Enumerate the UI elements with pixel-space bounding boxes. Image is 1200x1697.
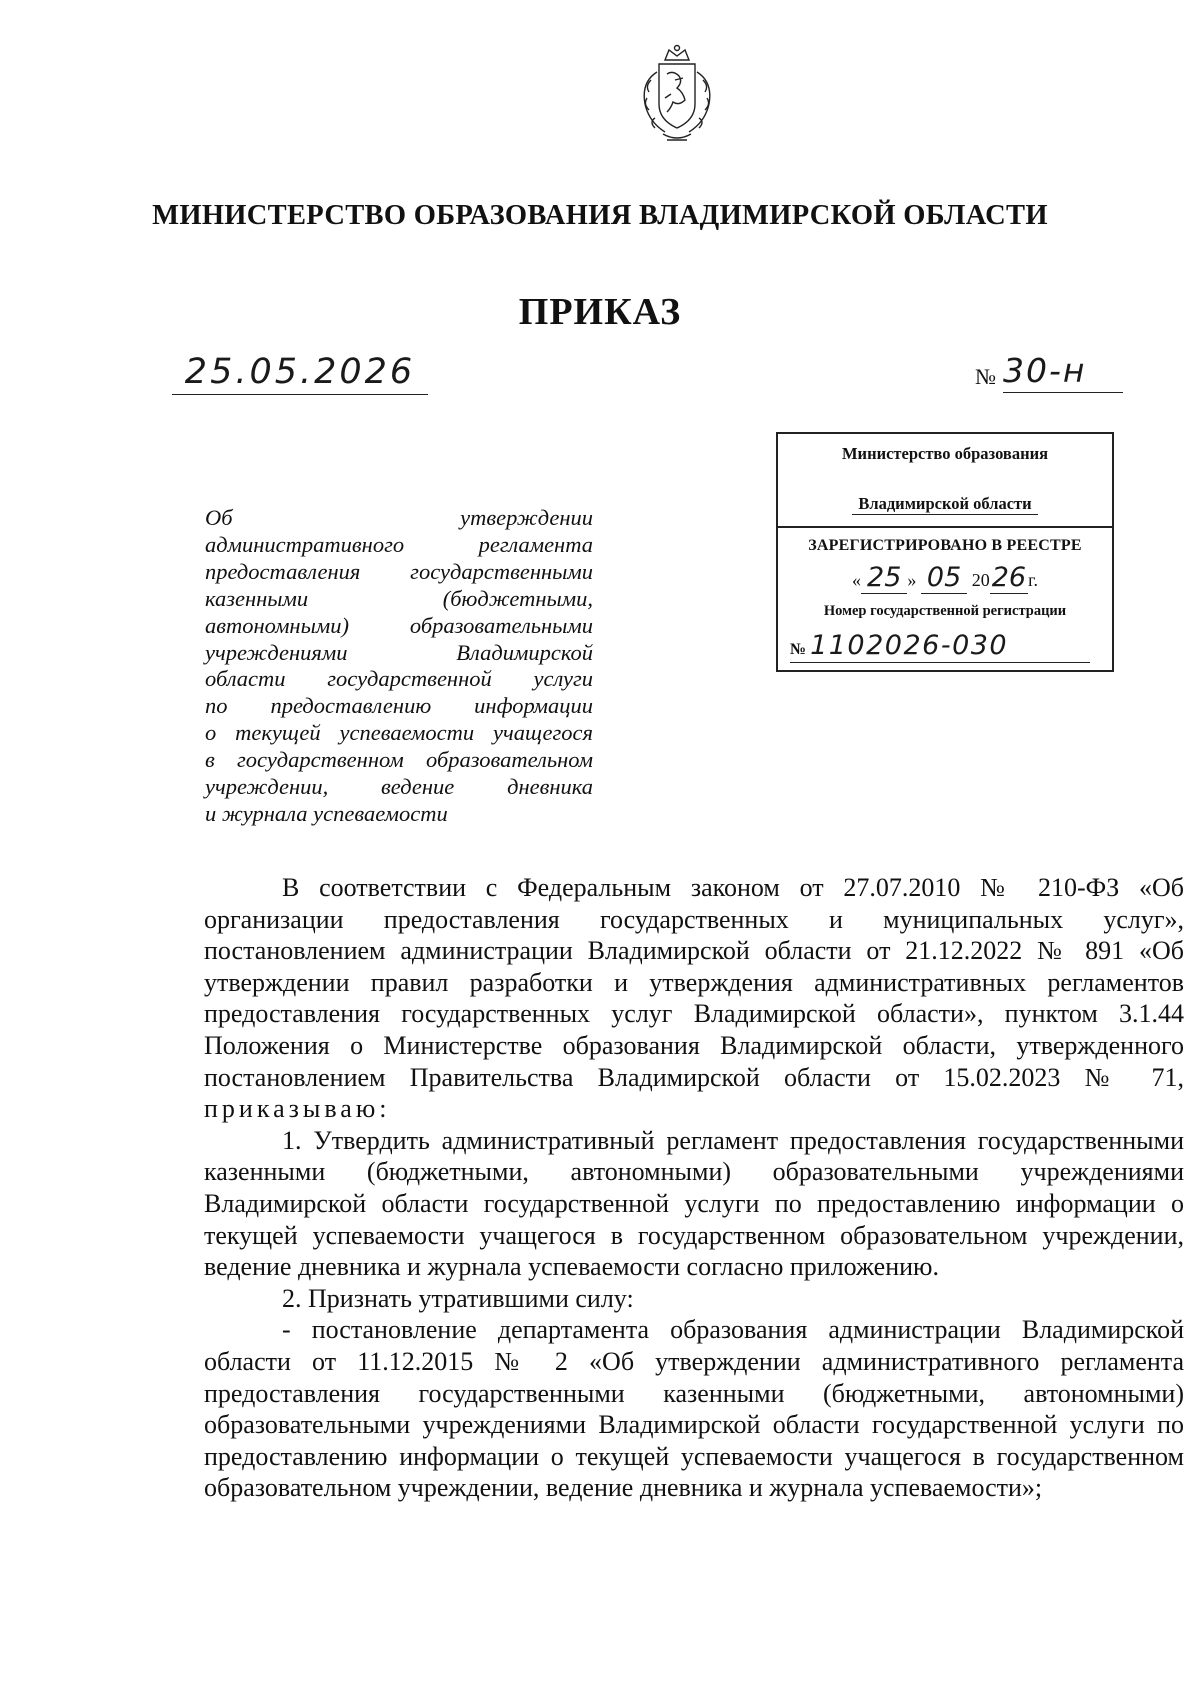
subject-line: Об утверждении <box>205 505 593 530</box>
stamp-number-handwritten: 1102026-030 <box>810 630 1009 661</box>
subject-line: казенными (бюджетными, <box>205 585 593 611</box>
document-type-title: ПРИКАЗ <box>518 291 682 333</box>
subject-line: в государственном образовательном <box>205 747 593 773</box>
order-item-2-subitem-1: - постановление департамента образования администрации Владимирской области от 11.12.2015 № 2 «Об утверждении административного регламента предоставления государственными казенными (бюджетными, автономными) образовательными учреждениями Владимирской области государственной услуги по предоставлению информации о текущей успеваемости учащегося в государственном образовательном учреждении, ведение дневника и журнала успеваемости»; <box>204 1315 1184 1503</box>
stamp-registration-number-label: Номер государственной регистрации <box>823 603 1067 619</box>
stamp-month-handwritten: 05 <box>921 562 967 594</box>
coat-of-arms-emblem <box>627 42 727 152</box>
stamp-divider <box>778 526 1112 528</box>
subject-line: учреждении, ведение дневника <box>205 774 593 800</box>
ministry-title: МИНИСТЕРСТВО ОБРАЗОВАНИЯ ВЛАДИМИРСКОЙ ОБЛАСТИ <box>152 200 1048 231</box>
preamble-text: В соответствии с Федеральным законом от 27.07.2010 № 210-ФЗ «Об организации предоставления государственных и муниципальных услуг», постановлением администрации Владимирской области от 21.12.2022 № 891 «Об утверждении правил разработки и утверждения административных регламентов предоставления государственных услуг Владимирской области», пунктом 3.1.44 Положения о Министерстве образования Владимирской области, утвержденного постановлением Правительства Владимирской области от 15.02.2023 № 71, <box>204 873 1184 1092</box>
stamp-registration-date <box>778 562 1112 593</box>
subject-line: по предоставлению информации <box>205 693 593 719</box>
subject-line: о текущей успеваемости учащегося <box>205 720 593 746</box>
subject-line: административного регламента <box>205 531 593 557</box>
subject-line: области государственной услуги <box>205 666 593 692</box>
preamble-paragraph <box>204 872 1184 1125</box>
order-item-1: 1. Утвердить административный регламент предоставления государственными казенными (бюджетными, автономными) образовательными учреждениями Владимирской области государственной услуги по предоставлению информации о текущей успеваемости учащегося в государственном образовательном учреждении, ведение дневника и журнала успеваемости согласно приложению. <box>204 1125 1184 1282</box>
stamp-number-sign: № <box>790 641 807 658</box>
order-body <box>204 872 1184 1504</box>
registration-stamp <box>776 432 1114 672</box>
stamp-registered-label: ЗАРЕГИСТРИРОВАНО В РЕЕСТРЕ <box>808 537 1082 554</box>
order-word: приказываю: <box>204 1094 391 1124</box>
stamp-year-suffix: г. <box>1028 570 1038 590</box>
stamp-date-close-quote: » <box>907 570 917 590</box>
order-number-handwritten: 30-н <box>1003 350 1123 393</box>
order-date-handwritten: 25.05.2026 <box>172 350 428 395</box>
stamp-year-handwritten: 26 <box>991 562 1027 593</box>
stamp-date-open-quote: « <box>852 570 862 590</box>
subject-line: автономными) образовательными <box>205 612 593 638</box>
stamp-organization-line2-text: Владимирской области <box>852 494 1037 515</box>
order-number-label: № <box>975 364 996 389</box>
subject-line: учреждениями Владимирской <box>205 639 593 665</box>
stamp-organization-line1: Министерство образования <box>841 444 1049 463</box>
order-item-2: 2. Признать утратившими силу: <box>282 1283 634 1313</box>
order-subject <box>205 505 593 828</box>
stamp-organization-line2 <box>778 494 1112 514</box>
stamp-day-handwritten: 25 <box>861 562 907 594</box>
stamp-year-prefix: 20 <box>971 570 990 590</box>
stamp-registration-number <box>790 630 1090 663</box>
subject-line: предоставления государственными <box>205 558 593 584</box>
subject-line: и журнала успеваемости <box>205 800 448 826</box>
